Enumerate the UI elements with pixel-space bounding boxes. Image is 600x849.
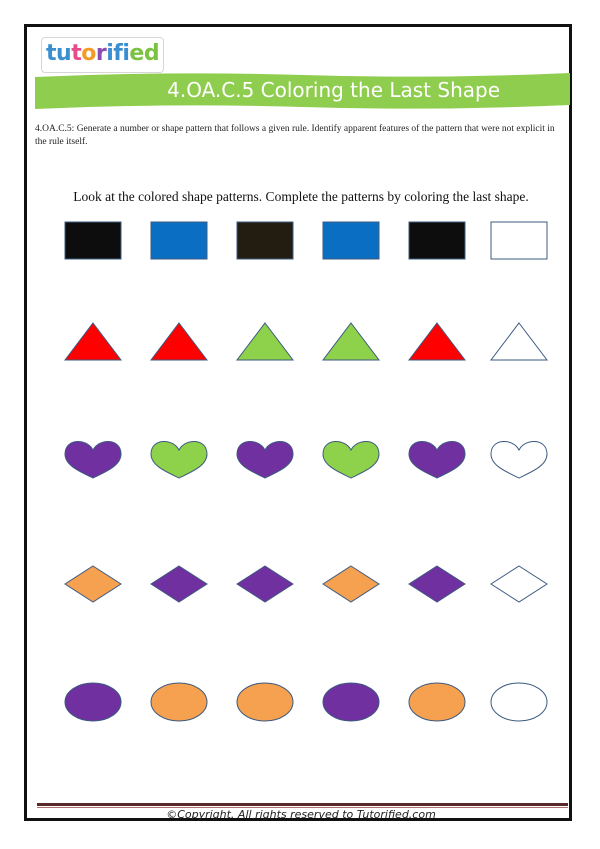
- logo-letter: f: [113, 41, 123, 66]
- triangle-green: [237, 323, 293, 360]
- logo-letter: i: [122, 41, 130, 66]
- ellipse-purple: [323, 683, 379, 721]
- rectangle-dark: [237, 222, 293, 259]
- instructions-text: Look at the colored shape patterns. Complete the patterns by coloring the last shape.: [73, 189, 529, 204]
- logo-letter: t: [46, 41, 57, 66]
- rectangle-black: [409, 222, 465, 259]
- heart-purple: [409, 441, 465, 478]
- ellipse-purple: [65, 683, 121, 721]
- shape-pattern-grid: [27, 27, 575, 787]
- rectangle-blue: [323, 222, 379, 259]
- logo-letter: u: [56, 41, 72, 66]
- standard-description: 4.OA.C.5: Generate a number or shape pattern that follows a given rule. Identify apparent features of the pattern that were not explicit in the rule itself.: [35, 124, 555, 147]
- ellipse-blank-to-color[interactable]: [491, 683, 547, 721]
- logo-letter: d: [143, 41, 160, 66]
- logo-letter: e: [129, 41, 144, 66]
- triangle-red: [65, 323, 121, 360]
- diamond-orange: [65, 566, 121, 602]
- diamond-orange: [323, 566, 379, 602]
- triangle-red: [409, 323, 465, 360]
- triangle-blank-to-color[interactable]: [491, 323, 547, 360]
- rectangle-blank-to-color[interactable]: [491, 222, 547, 259]
- logo-letter: r: [95, 41, 107, 66]
- ellipse-orange: [237, 683, 293, 721]
- heart-green: [323, 441, 379, 478]
- heart-purple: [65, 441, 121, 478]
- diamond-blank-to-color[interactable]: [491, 566, 547, 602]
- triangle-green: [323, 323, 379, 360]
- logo-letter: t: [71, 41, 82, 66]
- ellipse-orange: [409, 683, 465, 721]
- logo-letter: i: [106, 41, 114, 66]
- diamond-purple: [151, 566, 207, 602]
- triangle-red: [151, 323, 207, 360]
- heart-purple: [237, 441, 293, 478]
- diamond-purple: [237, 566, 293, 602]
- rectangle-blue: [151, 222, 207, 259]
- rectangle-black: [65, 222, 121, 259]
- footer-divider: [37, 803, 568, 806]
- diamond-purple: [409, 566, 465, 602]
- worksheet-page: [24, 24, 572, 821]
- heart-blank-to-color[interactable]: [491, 441, 547, 478]
- page-title: 4.OA.C.5 Coloring the Last Shape: [167, 78, 500, 102]
- copyright-text: ©Copyright. All rights reserved to Tutorified.com: [166, 808, 436, 821]
- heart-green: [151, 441, 207, 478]
- logo-letter: o: [81, 41, 96, 66]
- ellipse-orange: [151, 683, 207, 721]
